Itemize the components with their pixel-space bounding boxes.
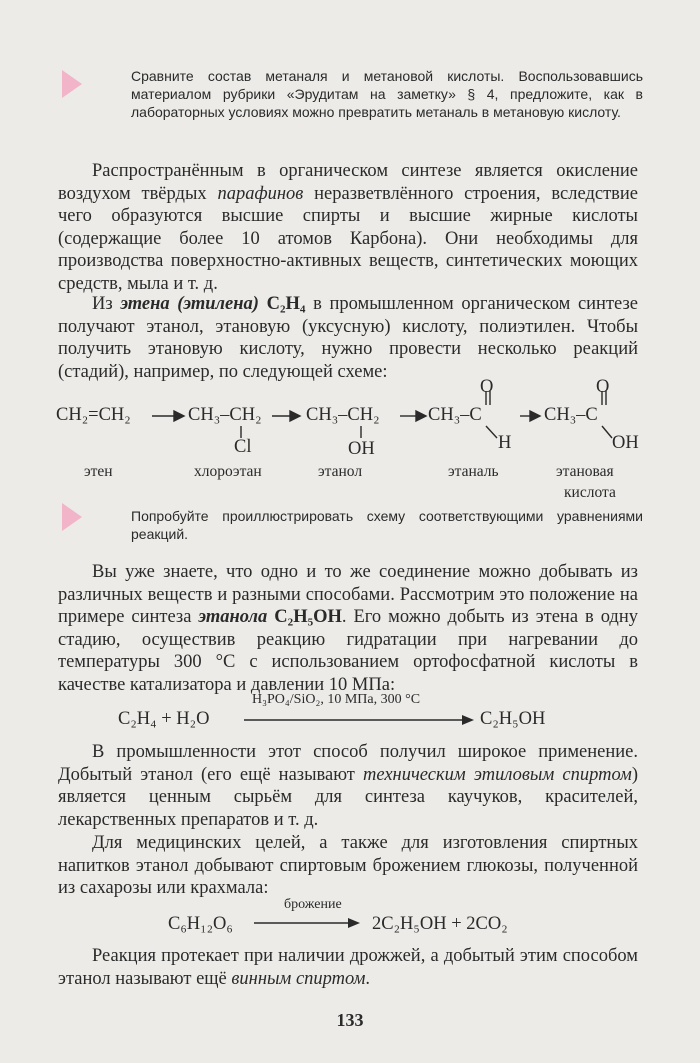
formula-cl: Cl (234, 437, 252, 457)
formula-acid-o: O (596, 377, 610, 397)
arrow-4-head (530, 411, 540, 421)
arrow-3-head (416, 411, 426, 421)
formula-chloroethane: CH₃–CH₂ (188, 405, 262, 425)
equation-hydration (118, 692, 618, 737)
formula-ethene: CH₂=CH₂ (56, 405, 131, 425)
page-number: 133 (336, 1010, 364, 1030)
formula-ethanal-o: O (480, 377, 494, 397)
formula-ethanal-h: H (498, 433, 512, 453)
arrow-1-head (174, 411, 184, 421)
formula-oh: OH (348, 439, 375, 459)
paragraph-2: Из этена (этилена) C₂H₄ в промышленном органическом синтезе получают этанол, этановую (уксусную) кислоту, полиэтилен. Чтобы получить этановую кислоту, нужно провести несколько реакций (стадий), например, по следующей схеме: (58, 294, 638, 382)
label-ethene: этен (84, 463, 113, 480)
task-block-1: Сравните состав метаналя и метановой кислоты. Воспользовавшись материалом рубрики «Эрудитам на заметку» § 4, предложите, как в лабораторных условиях можно превратить метаналь в метановую кислоту. (131, 68, 643, 120)
task-marker-icon-2 (62, 503, 82, 531)
eq2-arrow (168, 897, 568, 942)
eq1-right: C₂H₅OH (480, 709, 546, 729)
paragraph-5: Для медицинских целей, а также для изготовления спиртных напитков этанол добывают спиртовым брожением глюкозы, полученной из сахарозы или крахмала: (58, 833, 638, 899)
task-marker-icon (62, 70, 82, 98)
paragraph-1: Распространённым в органическом синтезе является окисление воздухом твёрдых парафинов неразветвлённого строения, вследствие чего образуются высшие спирты и высшие жирные кислоты (содержащие более 10 атомов Карбона). Они необходимы для производства поверхностно-активных веществ, синтетических моющих средств, мыла и т. д. (58, 161, 638, 294)
paragraph-3: Вы уже знаете, что одно и то же соединение можно добывать из различных веществ и разными способами. Рассмотрим это положение на примере синтеза этанола C₂H₅OH. Его можно добыть из этена в одну стадию, осуществив реакцию гидратации при нагревании до температуры 300 °С с использованием ортофосфатной кислоты в качестве катализатора и давлении 10 МПа: (58, 562, 638, 695)
label-ethanal: этаналь (448, 463, 499, 480)
eq2-left: C₆H₁₂O₆ (168, 914, 233, 934)
bond-ch (486, 426, 497, 438)
formula-acid: CH₃–C (544, 405, 598, 425)
bond-coh (602, 426, 612, 438)
reaction-scheme (56, 377, 656, 503)
label-ethanoic: этановая (556, 463, 614, 480)
formula-acid-oh: OH (612, 433, 639, 453)
paragraph-4: В промышленности этот способ получил широкое применение. Добытый этанол (его ещё называют техническим этиловым спиртом) является ценным сырьём для синтеза каучуков, красителей, лекарственных препаратов и т. д. (58, 742, 638, 830)
eq1-condition: H₃PO₄/SiO₂, 10 МПа, 300 °С (252, 692, 421, 707)
label-ethanol: этанол (318, 463, 363, 480)
task-block-2: Попробуйте проиллюстрировать схему соответствующими уравнениями реакций. (131, 508, 643, 542)
formula-ethanal: CH₃–C (428, 405, 482, 425)
formula-ethanol: CH₃–CH₂ (306, 405, 380, 425)
label-chloroethane: хлороэтан (194, 463, 262, 480)
eq2-right: 2C₂H₅OH + 2CO₂ (372, 914, 508, 934)
equation-fermentation (168, 897, 568, 942)
eq1-left: C₂H₄ + H₂O (118, 709, 210, 729)
label-acid: кислота (564, 484, 616, 501)
arrow-2-head (290, 411, 300, 421)
eq2-condition: брожение (284, 897, 342, 912)
paragraph-6: Реакция протекает при наличии дрожжей, а добытый этим способом этанол называют ещё винным спиртом. (58, 946, 638, 989)
